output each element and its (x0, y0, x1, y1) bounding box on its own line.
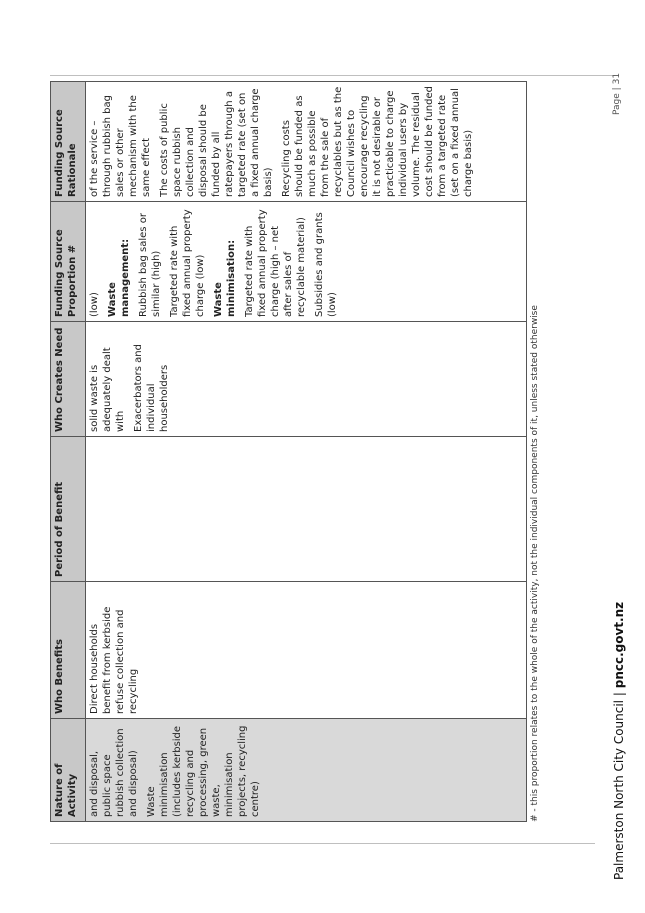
proportion-heading-waste-management: Waste management: (107, 238, 131, 317)
proportion-heading-waste-minimisation: Waste minimisation: (213, 239, 237, 317)
footer-domain-link[interactable]: pncc.govt.nz (612, 601, 626, 689)
nature-text-2: Waste minimisation (includes kerbside recycling and processing, green waste, minimisation projects, recycling centre) (146, 725, 261, 817)
proportion-text-3: Rubbish bag sales or similar (high) (138, 213, 162, 317)
footer-council-name: Palmerston North City Council (612, 699, 626, 880)
cell-nature-of-activity (86, 719, 527, 822)
cell-funding-proportion (86, 202, 527, 322)
header-rule (50, 75, 615, 76)
footer-separator: | (612, 692, 626, 697)
page-separator: | (612, 87, 622, 91)
rotated-page-content (50, 82, 546, 822)
header-who-benefits: Who Benefits (51, 582, 86, 719)
cell-funding-rationale (86, 82, 527, 202)
who-benefits-text: Direct households benefit from kerbside refuse collection and recycling (89, 606, 139, 714)
proportion-text-6: Targeted rate with fixed annual property charge (high – net after sales of recyclable material) (244, 209, 307, 317)
funding-table (50, 81, 527, 822)
table-row (86, 82, 527, 822)
rationale-text-2: The costs of public space rubbish collection and disposal should be funded by all ratepayers through a targeted rate (set on a fixed annual charge basis) (159, 88, 274, 197)
table-footnote: # - this proportion relates to the whole of the activity, not the individual components of it, unless stated otherwise (530, 305, 540, 822)
nature-text-1: and disposal, public space rubbish collection and disposal) (89, 728, 139, 817)
header-who-creates-need: Who Creates Need (51, 322, 86, 437)
page-number-value: 31 (612, 72, 622, 85)
cell-who-creates-need (86, 322, 527, 437)
header-funding-source-rationale: Funding Source Rationale (51, 82, 86, 202)
cell-period-of-benefit (86, 437, 527, 582)
who-creates-text-2: Exacerbators and individual householders (133, 344, 170, 432)
header-period-of-benefit: Period of Benefit (51, 437, 86, 582)
who-creates-text-1: solid waste is adequately dealt with (89, 347, 126, 432)
page-label: Page (612, 93, 622, 115)
proportion-text-7: Subsidies and grants (low) (314, 212, 338, 317)
proportion-text-1: (low) (89, 292, 100, 317)
header-nature-of-activity: Nature of Activity (51, 719, 86, 822)
rationale-text-1: of the service – through rubbish bag sales or other mechanism with the same effect (89, 95, 152, 197)
footer-council (612, 602, 626, 880)
page-number (612, 73, 622, 115)
table-header-row (51, 82, 86, 822)
footer-rule (50, 843, 595, 844)
proportion-text-4: Targeted rate with fixed annual property charge (low) (169, 209, 206, 317)
header-funding-source-proportion: Funding Source Proportion # (51, 202, 86, 322)
cell-who-benefits (86, 582, 527, 719)
rationale-text-3: Recycling costs should be funded as much as possible from the sale of recyclables but as the Council wishes to encourage recycling it is not desirable or practicable to charge individual users by volume. The residual cost should be funded from a targeted rate (set on a fixed annual charge basis) (281, 86, 474, 197)
